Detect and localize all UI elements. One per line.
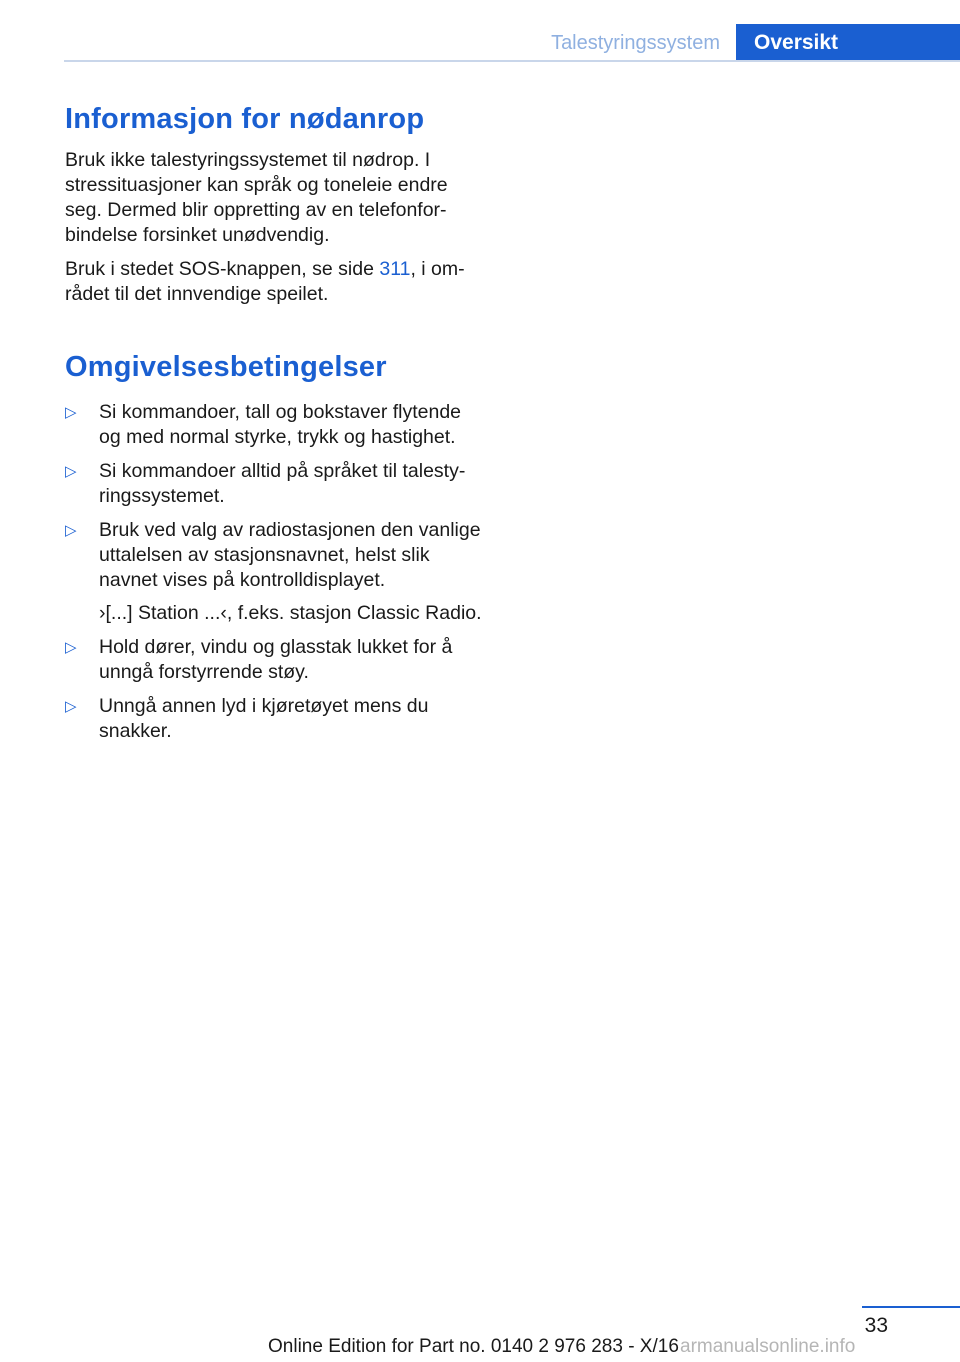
emergency-paragraph-1: Bruk ikke talestyringssystemet til nødrop. I stressituasjoner kan språk og toneleie endre seg. Dermed blir oppretting av en telefonforbindelse forsinket unødvendig. xyxy=(65,149,448,246)
list-item-text: Hold dører, vindu og glasstak lukket for å unngå forstyrrende støy. xyxy=(99,636,453,683)
list-item xyxy=(65,518,485,626)
radio-station-example: ›[...] Station ...‹, f.eks. stasjon Classic Radio. xyxy=(99,602,482,624)
header-section-tab: Oversikt xyxy=(736,24,960,62)
triangle-right-icon: ▷ xyxy=(65,698,77,715)
triangle-right-icon: ▷ xyxy=(65,404,77,421)
list-item-text: Unngå annen lyd i kjøretøyet mens du snakker. xyxy=(99,695,429,742)
section-title-environment: Omgivelsesbetingelser xyxy=(65,351,387,383)
emergency-paragraph-2-post: , i området til det innvendige speilet. xyxy=(65,258,465,305)
triangle-right-icon: ▷ xyxy=(65,639,77,656)
emergency-paragraph-2-pre: Bruk i stedet SOS-knappen, se side xyxy=(65,258,380,280)
list-item-text: Si kommandoer, tall og bokstaver flytende og med normal styrke, trykk og hastighet. xyxy=(99,401,462,448)
edition-line: Online Edition for Part no. 0140 2 976 283 - X/16 xyxy=(268,1336,679,1357)
list-item-text: Bruk ved valg av radiostasjonen den vanlige uttalelsen av stasjonsnavnet, helst slik navnet vises på kontrolldisplayet. xyxy=(99,519,481,591)
footer-divider xyxy=(862,1306,960,1308)
list-item xyxy=(65,694,485,744)
list-item xyxy=(65,400,485,450)
list-item xyxy=(65,459,485,509)
triangle-right-icon: ▷ xyxy=(65,522,77,539)
environment-bullet-list xyxy=(65,400,485,753)
header-divider xyxy=(64,60,960,62)
section-title-emergency: Informasjon for nødanrop xyxy=(65,103,425,135)
triangle-right-icon: ▷ xyxy=(65,463,77,480)
emergency-paragraph-2 xyxy=(65,257,485,307)
watermark: armanualsonline.info xyxy=(680,1336,856,1357)
list-item xyxy=(65,635,485,685)
page-reference-link[interactable]: 311 xyxy=(379,258,411,280)
list-item-text: Si kommandoer alltid på språket til talestyringssystemet. xyxy=(99,460,466,507)
page-number: 33 xyxy=(864,1314,888,1337)
header-chapter-title: Talestyringssystem xyxy=(551,32,720,54)
